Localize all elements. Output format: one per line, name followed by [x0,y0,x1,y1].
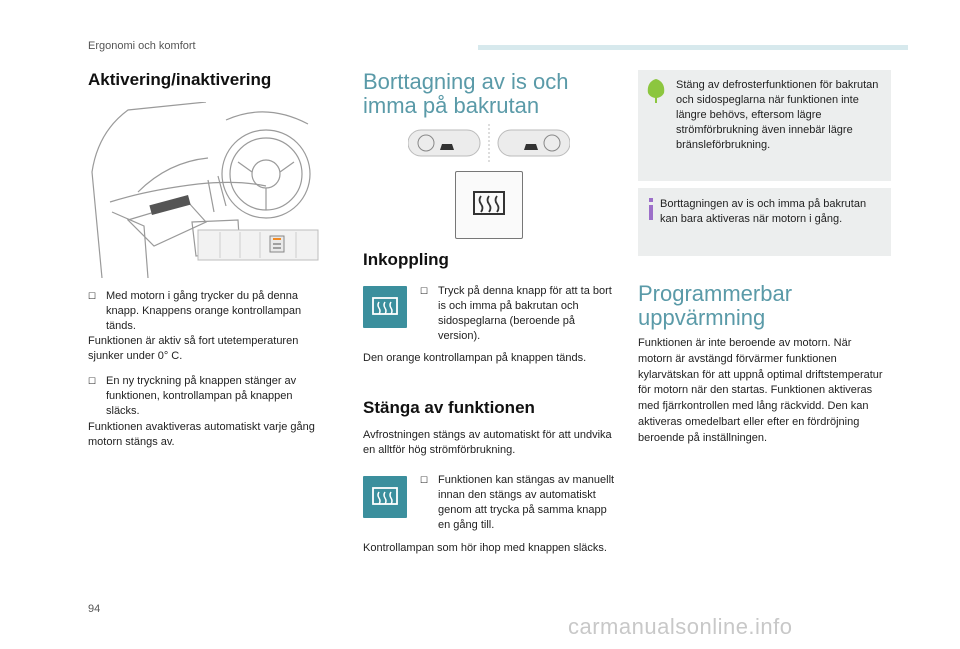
section-header: Ergonomi och komfort [88,40,196,52]
bullet-marker-icon: ☐ [420,475,429,485]
inkoppling-bullet: ☐ Tryck på denna knapp för att ta bort is och imma på bakrutan och sidospeglarna (beroende på version). [420,285,612,342]
stanga-para: Avfrostningen stängs av automatiskt för att undvika en alltför hög strömförbrukning. [363,429,612,456]
subsection-title-stanga: Stänga av funktionen [363,398,535,417]
activation-para-1: Funktionen är aktiv så fort utetemperaturen sjunker under 0° C. [88,335,299,362]
bullet-marker-icon: ☐ [88,291,97,301]
info-icon [646,198,656,220]
info-note-text: Borttagningen av is och imma på bakrutan kan bara aktiveras när motorn i gång. [660,198,867,225]
rear-defrost-icon [371,296,399,318]
dashboard-illustration [88,102,320,278]
section-title-defrost: Borttagning av is och imma på bakrutan [363,69,569,118]
bullet-marker-icon: ☐ [420,286,429,296]
page-number: 94 [88,603,101,615]
bullet-marker-icon: ☐ [88,376,97,386]
info-note-box [638,188,891,256]
eco-note-box [638,70,891,181]
section-title-programmable-heating: Programmerbar uppvärmning [638,281,793,330]
stanga-bullet: ☐ Funktionen kan stängas av manuellt innan den stängs av automatiskt genom att trycka på samma knapp en gång till. [420,474,615,531]
subsection-title-inkoppling: Inkoppling [363,250,449,269]
defrost-button-icon-1 [363,286,407,328]
section-title-activation: Aktivering/inaktivering [88,70,272,89]
programmable-heating-para: Funktionen är inte beroende av motorn. När motorn är avstängd förvärmer funktionen kylarvätskan för att uppnå optimal driftstemperatur för motorn när den startas. Funktionen aktiveras med fjärrkontrollen med lång räckvidd. Den kan aktiveras omedelbart eller efter en fördröjning beroende på inställningen. [638,337,883,444]
activation-para-2: Funktionen avaktiveras automatiskt varje gång motorn stängs av. [88,421,315,448]
eco-note-text: Stäng av defrosterfunktionen för bakrutan och sidospeglarna när funktionen inte längre behövs, eftersom lägre strömförbrukning även innebär lägre bränsleförbrukning. [676,79,879,151]
defrost-button-icon-2 [363,476,407,518]
rear-defrost-icon [371,486,399,508]
eco-leaf-icon [646,78,666,104]
activation-bullet-1: ☐ Med motorn i gång trycker du på denna knapp. Knappens orange kontrollampan tänds. [88,290,302,332]
rear-defrost-button-illustration [455,171,523,239]
watermark: carmanualsonline.info [568,614,793,639]
header-rule [478,45,908,50]
rear-defrost-icon [471,190,507,220]
activation-bullet-2: ☐ En ny tryckning på knappen stänger av funktionen, kontrollampan på knappen släcks. [88,375,297,417]
stanga-para-2: Kontrollampan som hör ihop med knappen släcks. [363,542,607,554]
mirror-illustration [408,124,570,162]
inkoppling-para: Den orange kontrollampan på knappen tänds. [363,352,587,364]
